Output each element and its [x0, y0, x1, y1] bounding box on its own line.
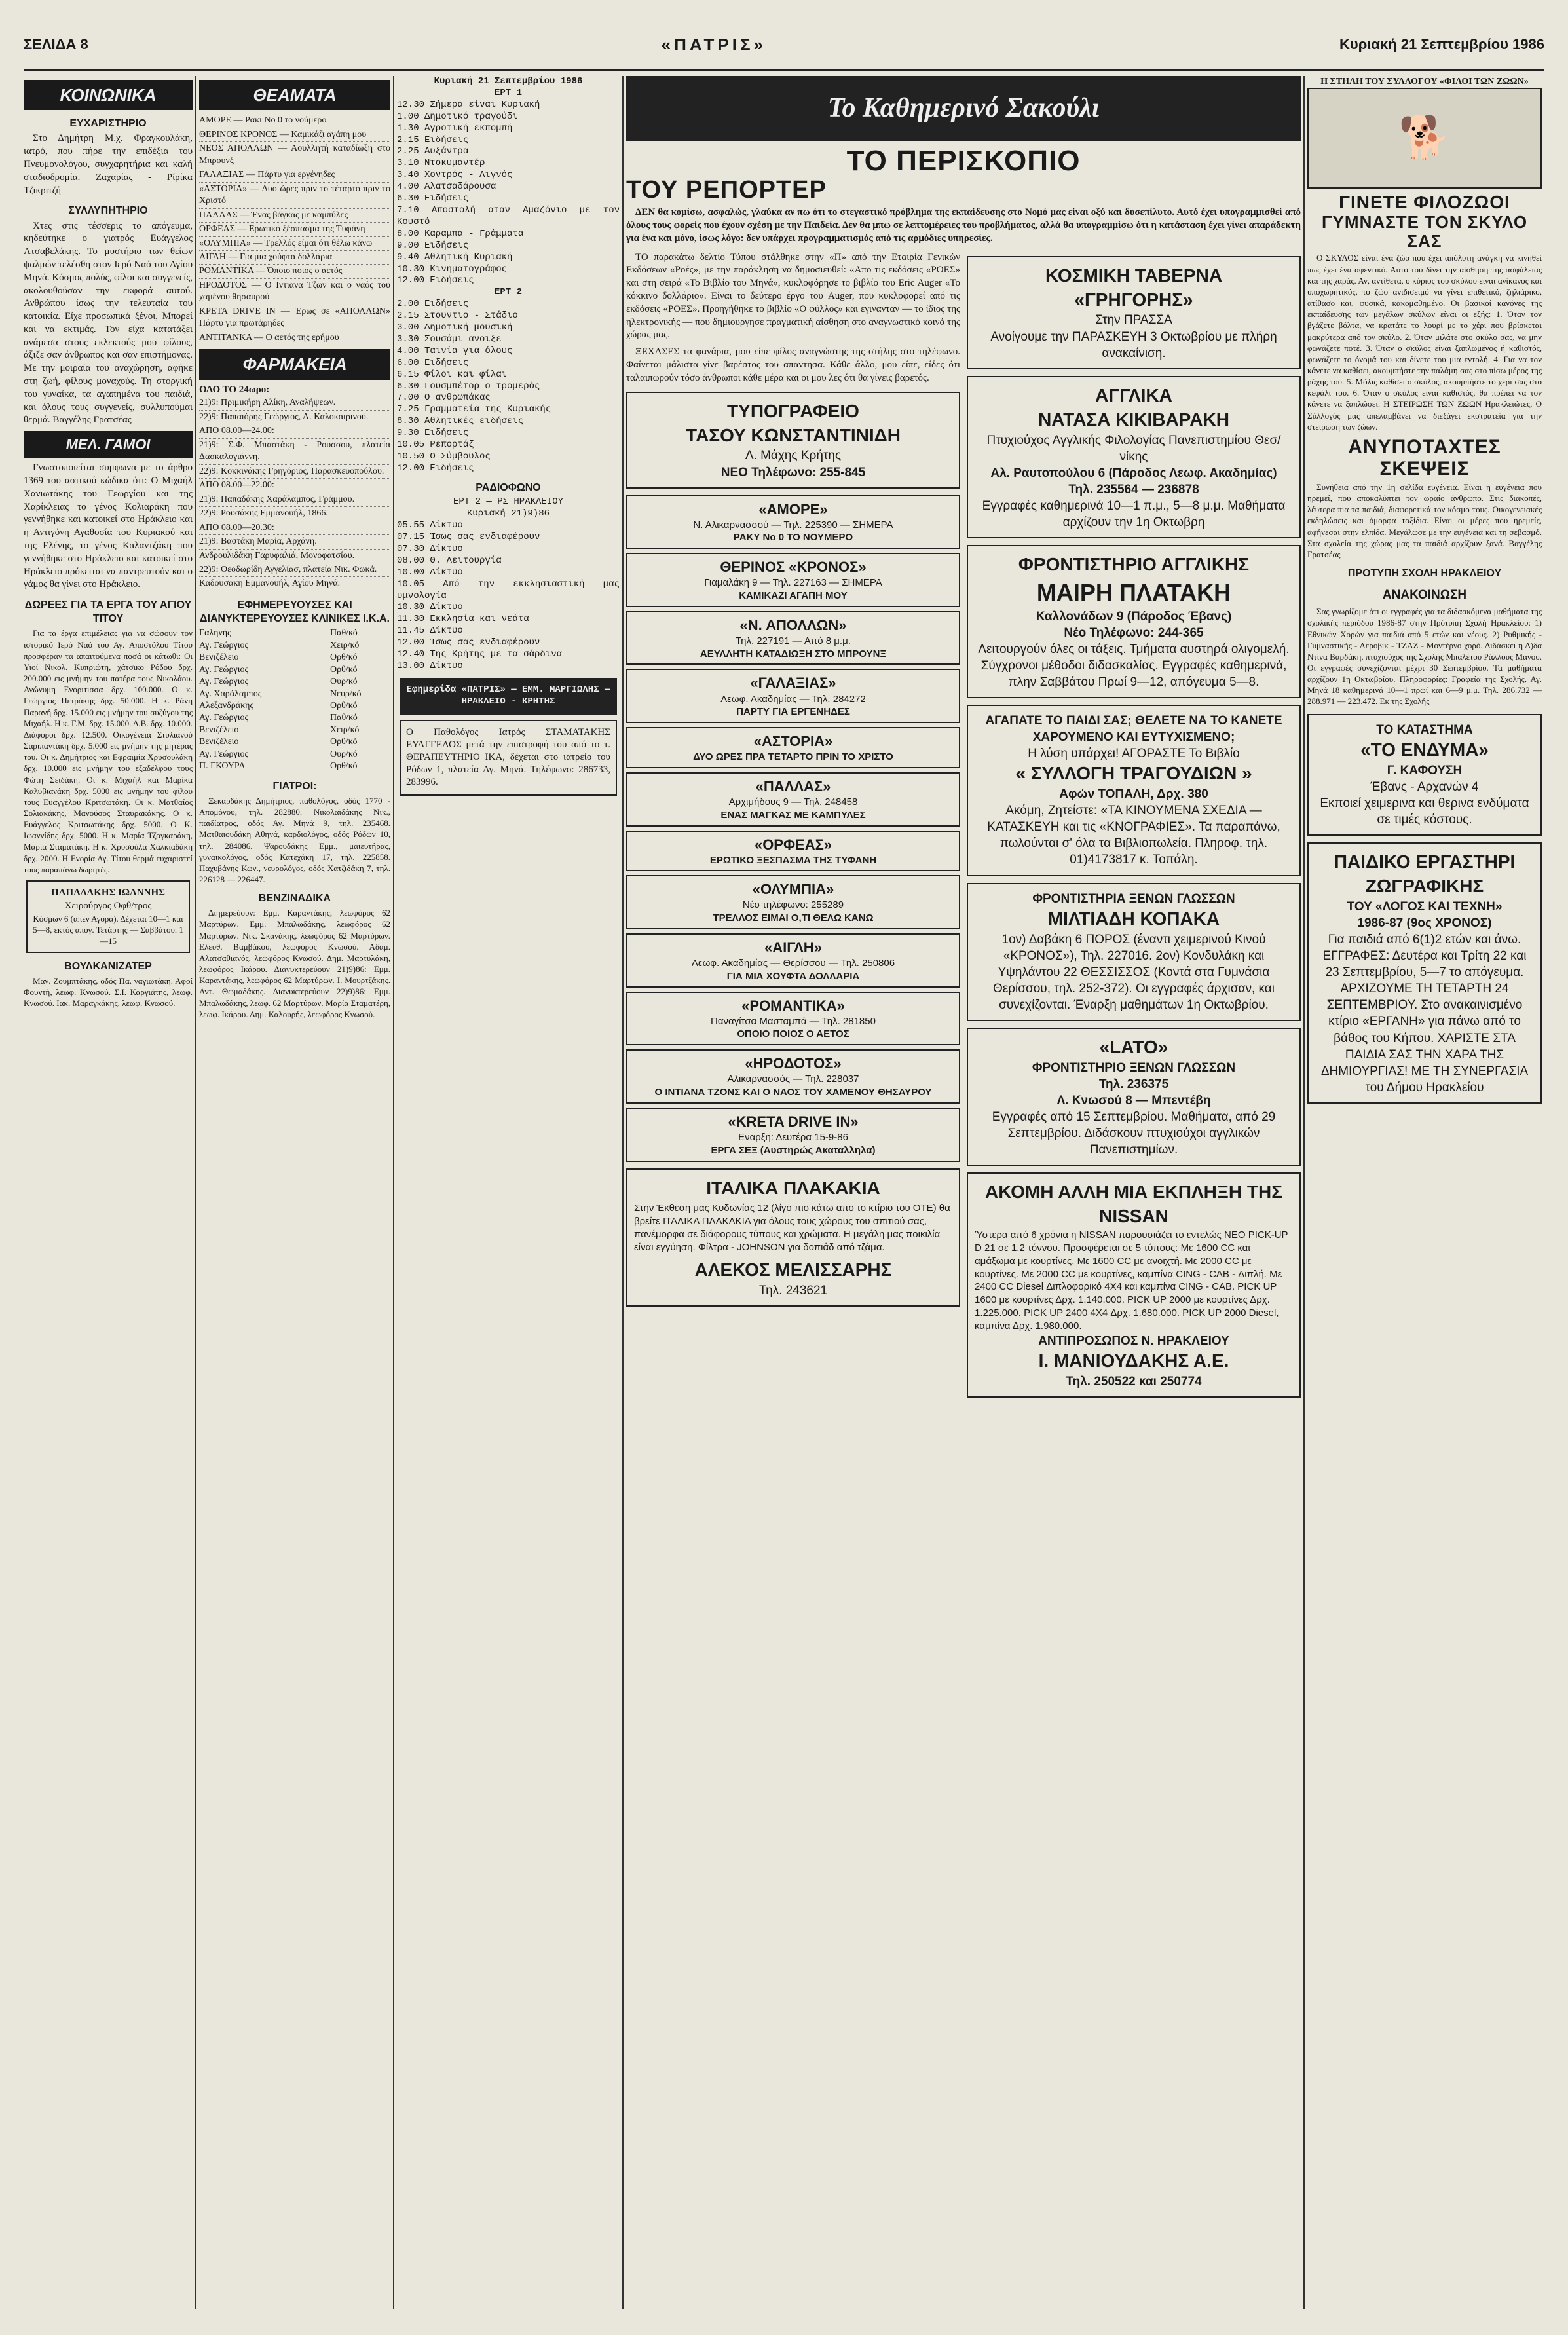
cinema-ad-details: Λεωφ. Ακαδημίας — Τηλ. 284272 [720, 693, 866, 705]
cinema-ad-name: «ΟΡΦΕΑΣ» [754, 836, 832, 853]
nissan-ad-agent: ΑΝΤΙΠΡΟΣΩΠΟΣ Ν. ΗΡΑΚΛΕΙΟΥ [1038, 1334, 1229, 1348]
friends-title-2: ΓΥΜΝΑΣΤΕ ΤΟΝ ΣΚΥΛΟ ΣΑΣ [1321, 212, 1528, 251]
cinema-ad-name: «ΗΡΟΔΟΤΟΣ» [745, 1055, 842, 1072]
pharmacies-heading: ΟΛΟ ΤΟ 24ωρο: [199, 384, 270, 395]
radio-date: Κυριακή 21)9)86 [466, 508, 550, 519]
typography-ad [626, 392, 960, 489]
english-ad-2-address: Καλλονάδων 9 (Πάροδος Έβανς) [1036, 609, 1232, 624]
condolence-text: Χτες στις τέσσερις το απόγευμα, κηδεύτηκε ο γιατρός Ευάγγελος Ατσαβελάκης. Το μυστήριο των θείων ψαλμών τελέσθη στον Ιερό Ναό του Αγίου Μηνά. Κόσμος πολύς, φίλοι και συγγενείς, ακολουθούσαν την εκφορά αυτού. Ανθρώπου ίσως την τελευταία του κατοικία. Είχε προσωπικά ξένοι, Μπορεί και να εκτιμάς. Τον είχα κατατάξει ανάμεσα στους εκλεκτούς μου φίλους, άξιζε σαν άνθρωπος και σαν επιστήμονας. Με την μοιραία του αναχώρηση, αφήκε στη ζωή, φίλους μοναχούς. Τη στοργική του γυναίκα, τα αγαπημένα του παιδιά, και όλους τους συγγενείς, συλλυπούμαι θερμά. Βαγγέλης Γρατσέας [24, 220, 193, 426]
column-rule [393, 76, 394, 2309]
ika-dept: Χειρ/κό [330, 640, 360, 650]
tv-item: 10.30 Κινηματογράφος [397, 263, 508, 274]
pharmacies-list [199, 396, 390, 591]
cinema-ad [626, 831, 960, 872]
weddings-text: Γνωστοποιείται συμφωνα με το άρθρο 1369 του αστικού κώδικα ότι: Ο Μιχαήλ Χανιωτάκης του Γεωργίου και της Χαρίκλειας το γένος Κολιαράκη που γεννήθηκε και κατοικεί στο Ηράκλειο και η Αντιγόνη Αγαθοσία του Κυριακού και της Ελένης, το γένος Καλαντζάκη που γεννήθηκε στο Ηράκλειο και κατοικεί στο Ηράκλειο πρόκειται να παντρευτούν και ο γάμος θα γίνει στο Ηράκλειο. [24, 462, 193, 590]
column-listings [199, 76, 390, 2309]
lato-ad-address: Λ. Κνωσού 8 — Μπεντέβη [1056, 1094, 1211, 1108]
nissan-ad-title: ΑΚΟΜΗ ΑΛΛΗ ΜΙΑ ΕΚΠΛΗΞΗ ΤΗΣ NISSAN [984, 1182, 1283, 1227]
english-ad-2-name: ΜΑΙΡΗ ΠΛΑΤΑΚΗ [1036, 579, 1231, 607]
radio-item: 10.00 Δίκτυο [397, 567, 463, 578]
doctor-ad-text: Κόσμων 6 (απέν Αγορά). Δέχεται 10—1 και 5—8, εκτός απόγ. Τετάρτης — Σαββάτου. 1—15 [33, 913, 183, 946]
english-ad-2-text: Λειτουργούν όλες οι τάξεις. Τμήματα αυστηρά ολιγομελή. Σύγχρονοι μέθοδοι διδασκαλίας. Εγγραφές καθημερινά, πλην Σαββάτου Πρωί 9—12, απόγευμα 5—8. [978, 642, 1290, 689]
cinema-ad-name: «ΠΑΛΛΑΣ» [755, 777, 831, 794]
radio-item: 07.30 Δίκτυο [397, 543, 463, 554]
songs-ad-title: « ΣΥΛΛΟΓΗ ΤΡΑΓΟΥΔΙΩΝ » [1015, 763, 1252, 784]
tv-item: 7.25 Γραμματεία της Κυριακής [397, 404, 551, 415]
lato-ad-text: Εγγραφές από 15 Σεπτεμβρίου. Μαθήματα, από 29 Σεπτεμβρίου. Διδάσκουν πτυχιούχοι αγγλικών Πανεπιστημίων. [992, 1110, 1276, 1157]
pharmacy-item: ΑΠΟ 08.00—22.00: [199, 479, 390, 493]
cinema-ad-name: «ΑΜΟΡΕ» [758, 500, 828, 517]
cinema-title: ΘΕΑΜΑΤΑ [199, 80, 390, 110]
ika-dept: Ορθ/κό [330, 652, 358, 663]
tv-item: 3.30 Σουσάμι ανοιξε [397, 333, 502, 345]
ika-dept: Χειρ/κό [330, 724, 360, 735]
cinema-ad-film: ΔΥΟ ΩΡΕΣ ΠΡΑ ΤΕΤΑΡΤΟ ΠΡΙΝ ΤΟ ΧΡΙΣΤΟ [693, 751, 893, 763]
ika-dept: Νευρ/κό [330, 688, 362, 699]
nissan-ad-phone: Τηλ. 250522 και 250774 [1066, 1374, 1202, 1389]
page-number: ΣΕΛΙΔΑ 8 [24, 36, 88, 52]
cinema-ad-name: «ΓΑΛΑΞΙΑΣ» [750, 675, 836, 692]
ika-dept: Ουρ/κό [330, 677, 358, 687]
tv-item: 4.00 Αλατσαδάρουσα [397, 181, 496, 193]
cinema-ad [626, 553, 960, 607]
cinema-ad-film: ΓΙΑ ΜΙΑ ΧΟΥΦΤΑ ΔΟΛΛΑΡΙΑ [726, 970, 860, 982]
lato-ad-sub: ΦΡΟΝΤΙΣΤΗΡΙΟ ΞΕΝΩΝ ΓΛΩΣΣΩΝ [1032, 1060, 1236, 1075]
thoughts-title: ΑΝΥΠΟΤΑΧΤΕΣ ΣΚΕΨΕΙΣ [1348, 436, 1501, 479]
cinema-item: «ΑΣΤΟΡΙΑ» — Δυο ώρες πριν το τέταρτο πριν το Χριστό [199, 183, 390, 209]
school-text: Σας γνωρίζομε ότι οι εγγραφές για τα διδασκόμενα μαθήματα της σχολικής περιόδου 1986-87 στην Πρότυπη Σχολή Ηρακλείου: 1) Εθνικών Χορών για παιδιά από 5 ετών και νέους. 2) Ρυθμικής - Γυμναστικής - Αεροβικ - TZAZ - Μοντέρνο χορό. Διδάσκει η Δ)δα Ντίνα Βαρδάκη, πτυχιούχος της Σχολής Μπαλέτου Ράλλους Μάνου. Οι εγγραφές συνεχίζονται μέχρι 30 Σεπτεμβρίου. Τα μαθήματα αρχίζουν 1η Οκτωβρίου. Πληροφορίες: Γραφεία της Σχολής, Αγ. Μηνά 18 καθημερινά 10—1 πρωί και 6—9 μ.μ. Τηλ. 286.732 — 288.971 — 223.472. Εκ της Σχολής [1307, 607, 1542, 707]
dogs-illustration [1307, 88, 1542, 189]
tv-channel-2: ΕΡΤ 2 [494, 287, 522, 298]
column-rule [622, 76, 624, 2309]
cinema-item: ΝΕΟΣ ΑΠΟΛΛΩΝ — Αουλλητή καταδίωξη στο Μπρουνξ [199, 142, 390, 168]
cinema-ad-name: «ΑΣΤΟΡΙΑ» [753, 733, 833, 750]
ika-clinic: Αγ. Χαράλαμπος [199, 688, 262, 699]
cinema-item: ΑΙΓΛΗ — Για μια χούφτα δολλάρια [199, 251, 390, 265]
lato-ad [967, 1028, 1301, 1166]
pharmacy-item: 21)9: Σ.Φ. Μπαστάκη - Ρουσσου, πλατεία Δασκαλογιάννη. [199, 439, 390, 465]
doctor-ad-stamatakis: Ο Παθολόγος Ιατρός ΣΤΑΜΑΤΑΚΗΣ ΕΥΑΓΓΕΛΟΣ μετά την επιστροφή του από το τ. ΘΕΡΑΠΕΥΤΗΡΙΟ ΙΚΑ, δέχεται στο ιατρείο του Ρόδων 1, πλατεία Αγ. Μηνά. Τηλέφωνο: 286733, 283996. [400, 720, 617, 796]
thoughts-text: Συνήθεια από την 1η σελίδα ευγένεια. Είναι η ευγένεια που ηρεμεί, που αποκαλύπτει τον ωραίο άνθρωπο. Στις διακοπές, λέυτερα πια τα παιδιά, διαφορετικά τον κόσμο τους. Οικογενειακές εκδηλώσεις και όμορφα ταξίδια. Είναι οι μέρες που ηρεμείς, αφήνεσαι στην ελπίδα. Μεγάλωσε με την ευγένεια και τη σεβασμό. Στα σχολεία της χώρας μας τα παιδιά αρχίζουν ξανά. Βαγγέλης Γρατσέας [1307, 481, 1542, 559]
column-social [24, 76, 193, 2309]
cinema-ad-name: «Ν. ΑΠΟΛΛΩΝ» [739, 616, 847, 633]
tv-item: 7.10 Αποστολή αταν Αμαζόνιο με τον Κουστό [397, 204, 620, 227]
ika-dept: Ουρ/κό [330, 749, 358, 759]
tv-item: 3.10 Ντοκυμαντέρ [397, 158, 485, 169]
art-ad-title: ΠΑΙΔΙΚΟ ΕΡΓΑΣΤΗΡΙ ΖΩΓΡΑΦΙΚΗΣ [1334, 851, 1516, 896]
taverna-ad-sub: Στην ΠΡΑΣΣΑ [1095, 313, 1172, 327]
ika-clinic: Βενιζέλειο [199, 724, 239, 735]
cinema-item: «ΟΛΥΜΠΙΑ» — Τρελλός είμαι ότι θέλω κάνω [199, 237, 390, 251]
pharmacy-item: Καδουσακη Εμμανουήλ, Αγίου Μηνά. [199, 577, 390, 591]
thanks-text: Στο Δημήτρη Μ.χ. Φραγκουλάκη, ιατρό, που πήρε την επιδέξια του Πνευμονολόγου, συγχαρητήρια και καλή σταδιοδρομία. Ζαχαρίας - Ρίρίκα Τζικριτζή [24, 133, 193, 196]
column-rule [195, 76, 196, 2309]
shop-ad [1307, 714, 1542, 836]
cinema-ad-details: Παναγίτσα Μασταμπά — Τηλ. 281850 [711, 1015, 876, 1027]
tv-item: 3.40 Χοντρός - Λιγνός [397, 170, 513, 181]
tiles-ad-name: ΑΛΕΚΟΣ ΜΕΛΙΣΣΑΡΗΣ [694, 1259, 892, 1280]
shop-ad-title: ΤΟ ΚΑΤΑΣΤΗΜΑ [1376, 722, 1473, 737]
cinema-ad [626, 933, 960, 988]
pharmacy-item: 21)9: Παπαδάκης Χαράλαμπος, Γράμμου. [199, 493, 390, 507]
tv-item: 9.30 Ειδήσεις [397, 428, 469, 439]
tv-item: 2.15 Στουντιο - Στάδιο [397, 310, 518, 322]
tv-item: 6.30 Ειδήσεις [397, 193, 469, 204]
cinema-ad [626, 992, 960, 1046]
pharmacy-item: 21)9: Πριμικήρη Αλίκη, Αναλήψεων. [199, 396, 390, 410]
cinema-item: ΠΑΛΛΑΣ — Ένας βάγκας με καμπύλες [199, 209, 390, 223]
columns [24, 76, 1544, 2309]
ika-table [199, 627, 390, 773]
ika-dept: Παθ/κό [330, 628, 358, 639]
ika-dept: Ορθ/κό [330, 761, 358, 772]
pharmacy-item: Ανδρουλιδάκη Γαρυφαλιά, Μονοφατσίου. [199, 550, 390, 563]
cinema-ad [626, 669, 960, 723]
cinema-ad [626, 875, 960, 929]
cinema-ad [626, 495, 960, 550]
school-title: ΠΡΟΤΥΠΗ ΣΧΟΛΗ ΗΡΑΚΛΕΙΟΥ [1347, 568, 1502, 580]
english-ad-2-title: ΦΡΟΝΤΙΣΤΗΡΙΟ ΑΓΓΛΙΚΗΣ [1018, 554, 1250, 575]
cinema-ad-film: ΟΠΟΙΟ ΠΟΙΟΣ Ο ΑΕΤΟΣ [737, 1028, 849, 1040]
tv-item: 12.30 Σήμερα είναι Κυριακή [397, 99, 540, 110]
doctor-ad-specialty: Χειρούργος Οφθ/τρος [64, 900, 152, 911]
songs-ad-head: ΑΓΑΠΑΤΕ ΤΟ ΠΑΙΔΙ ΣΑΣ; ΘΕΛΕΤΕ ΝΑ ΤΟ ΚΑΝΕΤΕ ΧΑΡΟΥΜΕΝΟ ΚΑΙ ΕΥΤΥΧΙΣΜΕΝΟ; [985, 713, 1282, 745]
cinema-ad-details: Αρχιμήδους 9 — Τηλ. 248458 [728, 796, 858, 808]
lato-ad-phone: Τηλ. 236375 [1098, 1077, 1169, 1091]
periscope-subtitle: ΤΟΥ ΡΕΠΟΡΤΕΡ [626, 176, 827, 204]
cinema-ad-film: ΕΝΑΣ ΜΑΓΚΑΣ ΜΕ ΚΑΜΠΥΛΕΣ [720, 809, 866, 821]
pharmacy-item: ΑΠΟ 08.00—24.00: [199, 424, 390, 438]
nissan-ad [967, 1172, 1301, 1397]
songs-ad [967, 705, 1301, 876]
art-ad-text: Για παιδιά από 6(1)2 ετών και άνω. ΕΓΓΡΑΦΕΣ: Δευτέρα και Τρίτη 22 και 23 Σεπτεμβρίου, 5—7 το απόγευμα. ΑΡΧΙΖΟΥΜΕ ΤΗ ΤΕΤΑΡΤΗ 24 ΣΕΠΤΕΜΒΡΙΟΥ. Στο ανακαινισμένο κτίριο «ΕΡΓΑΝΗ» για πάνω από το βάθος του Κήπου. ΧΑΡΙΣΤΕ ΣΤΑ ΠΑΙΔΙΑ ΣΑΣ ΤΗΝ ΧΑΡΑ ΤΗΣ ΔΗΜΙΟΥΡΓΙΑΣ! ΜΕ ΤΗ ΣΥΝΕΡΓΑΣΙΑ του Δήμου Ηρακλείου [1320, 933, 1529, 1094]
english-ad-name: ΝΑΤΑΣΑ ΚΙΚΙΒΑΡΑΚΗ [1038, 409, 1229, 430]
radio-item: 11.30 Εκκλησία και νεάτα [397, 614, 529, 625]
ika-clinic: Αγ. Γεώργιος [199, 664, 249, 675]
typography-ad-address: Λ. Μάχης Κρήτης [745, 449, 842, 463]
ika-clinic: Αγ. Γεώργιος [199, 677, 249, 687]
column-main [626, 76, 1301, 2309]
friends-title-1: ΓΙΝΕΤΕ ΦΙΛΟΖΩΟΙ [1339, 192, 1510, 213]
weddings-title: ΜΕΛ. ΓΑΜΟΙ [24, 431, 193, 458]
cinema-item: ΑΜΟΡΕ — Ρακι Νο 0 το νούμερο [199, 114, 390, 128]
cinema-ad-film: ΕΡΩΤΙΚΟ ΞΕΣΠΑΣΜΑ ΤΗΣ ΤΥΦΑΝΗ [709, 854, 877, 866]
masthead [24, 26, 1544, 71]
doctor-ad-papadakis [26, 880, 190, 953]
shop-ad-address: Έβανς - Αρχανών 4 [1370, 779, 1479, 794]
cinema-item: ΓΑΛΑΞΙΑΣ — Πάρτυ για εργένηδες [199, 168, 390, 182]
tiles-ad-text: Στην Έκθεση μας Κυδωνίας 12 (λίγο πιο κάτω απο το κτίριο του ΟΤΕ) θα βρείτε ΙΤΑΛΙΚΑ ΠΛΑΚΑΚΙΑ για όλους τους χώρους του σπιτιού σας, πανέμορφα σε διάφορους τύπους και χρώματα. Η μεγάλη μας ποικιλία είναι εγγύηση. Φίλτρα - JOHNSON για δοπιάδ από τζάμα. [634, 1203, 950, 1253]
cinema-ad-details: Νέο τηλέφωνο: 255289 [742, 899, 844, 911]
tv-item: 12.00 Ειδήσεις [397, 462, 474, 474]
tv-schedule-1 [397, 100, 620, 288]
gifts-title: ΔΩΡΕΕΣ ΓΙΑ ΤΑ ΕΡΓΑ ΤΟΥ ΑΓΙΟΥ ΤΙΤΟΥ [24, 599, 192, 625]
art-ad [1307, 842, 1542, 1104]
ika-dept: Ορθ/κό [330, 664, 358, 675]
cinema-ad-details: Ν. Αλικαρνασσού — Τηλ. 225390 — ΣΗΜΕΡΑ [693, 519, 893, 531]
typography-ad-phone: ΝΕΟ Τηλέφωνο: 255-845 [720, 465, 866, 479]
cinema-ads [626, 495, 960, 1162]
tv-item: 1.00 Δημοτικό τραγούδι [397, 111, 518, 122]
ika-dept: Παθ/κό [330, 713, 358, 723]
cinema-ad-film: ΕΡΓΑ ΣΕΞ (Αυστηρώς Ακαταλληλα) [711, 1144, 876, 1156]
cinema-ad-film: ΠΑΡΤΥ ΓΙΑ ΕΡΓΕΝΗΔΕΣ [736, 706, 850, 718]
art-ad-sub: ΤΟΥ «ΛΟΓΟΣ ΚΑΙ ΤΕΧΝΗ» [1347, 899, 1503, 914]
radio-title: ΡΑΔΙΟΦΩΝΟ [476, 481, 541, 493]
radio-item: 05.55 Δίκτυο [397, 520, 463, 531]
vulcanizer-text: Μαν. Ζουμπτάκης, οδός Πα. ναγιωτάκη. Αφοί Φουντή, λεωφ. Κνωσού. Σ.Ι. Καργιάτης, λεωφ. Κνωσού. Ιακ. Μαραγκάκης, λεωφ. Κνωσού. [24, 976, 193, 1009]
cinema-item: ΚΡΕΤΑ DRIVE IN — Έρως σε «ΑΠΟΛΛΩΝ» Πάρτυ για πρωτάρηδες [199, 305, 390, 331]
radio-item: 10.05 Από την εκκλησιαστική μας υμνολογία [397, 578, 620, 601]
friends-text: Ο ΣΚΥΛΟΣ είναι ένα ζώο που έχει απόλυτη ανάγκη να κινηθεί πως έχει ένα αφεντικό. Αυτό του δίνει την αίσθηση της ασφάλειας και της χαράς. Αν, αντίθετα, ο κύριος του σκύλου είναι ανίκανος και υποχωρητικός, το ζώο ανιδισειμό να γίνει επιθετικό, ζηλιάρικο, ατίθασο και, φυσικά, κακομαθημένο. Οι βασικοί κανόνες της εκπαίδευσης των μεγάλων σκύλων είναι οι εξής: 1. Όταν τον βγάζετε βόλτα, να κρατάτε το λουρί με το χέρι που βρίσκεται μακρύτερα από τον σκύλο. 2. Όταν μιλάτε στο σκύλο σας, να μην φωνάζετε ποτέ. 3. Όταν ο σκύλος είναι ξαπλωμένος ή καθιστός, φωνάζετε το όνομά του και δίνετε του μια εντολή. 4. Για να τον κάνετε να καθίσει, ακουμπήστε την παλάμη σας στο πίσω μέρος της ράχης του. 5. Μόλις καθίσει ο σκύλος, ακουμπήστε το χέρι σας στο κεφάλι του. 6. Όταν ο σκύλος είναι καθιστός, θα πρέπει να τον κάνετε να ξαπλώσει. Η ΣΤΕΙΡΩΣΗ ΤΩΝ ΖΩΩΝ Ηρακλειώτες, Ο Σύλλογός μας απελαμβάνει να διεξάγει εκστρατεία για την στείρωση των ζώων. [1307, 253, 1542, 432]
tiles-ad-title: ΙΤΑΛΙΚΑ ΠΛΑΚΑΚΙΑ [706, 1177, 880, 1198]
tv-schedule-2 [397, 299, 620, 475]
tv-item: 2.00 Ειδήσεις [397, 299, 469, 310]
art-ad-year: 1986-87 (9ος ΧΡΟΝΟΣ) [1357, 916, 1492, 930]
pharmacies-title: ΦΑΡΜΑΚΕΙΑ [199, 349, 390, 379]
periscope-text: ΤΟ παρακάτω δελτίο Τύπου στάλθηκε στην «Π» από την Εταιρία Γενικών Εκδόσεων «Ροές», με την παράκληση να δημοσιευθεί: «Απο τις εκδόσεις «ΡΟΕΣ» και στη σειρά «Το Βιβλίο του Μηνά», κυκλοφόρησε το βιβλίο του Eric Auger «Το κόκκινο δολλάριο». Είναι το δεύτερο έργο του Auger, που κυκλοφορεί από τις εκδόσεις «ΡΟΕΣ». Προηγήθηκε το βιβλίο «Ο φύλλος» και εγινανταν — το ίδιος της ηλεκτρονικής — που δημιουργησε πραγματική αίσθηση στο αναγνωστικό κοινό της χώρας μας. [626, 252, 960, 341]
cinema-list [199, 114, 390, 345]
typography-ad-name: ΤΑΣΟΥ ΚΩΝΣΤΑΝΤΙΝΙΔΗ [686, 424, 901, 445]
tv-item: 8.30 Αθλητικές ειδήσεις [397, 416, 524, 427]
ika-clinic: Π. ΓΚΟΥΡΑ [199, 761, 246, 772]
ika-clinic: Βενιζέλειο [199, 737, 239, 747]
tiles-ad [626, 1168, 960, 1307]
songs-ad-author: Αφών ΤΟΠΑΛΗ, Δρχ. 380 [1059, 787, 1208, 802]
radio-item: 07.15 Ίσως σας ενδιαφέρουν [397, 532, 540, 542]
cinema-ad-details: Λεωφ. Ακαδημίας — Θερίσσου — Τηλ. 250806 [691, 958, 895, 969]
school-announcement: ΑΝΑΚΟΙΝΩΣΗ [1382, 588, 1467, 603]
ika-dept: Ορθ/κό [330, 700, 358, 711]
english-ad-2-phone: Νέο Τηλέφωνο: 244-365 [1064, 626, 1204, 640]
section-title-social: ΚΟΙΝΩΝΙΚΑ [24, 80, 193, 110]
shop-ad-name: «ΤΟ ΕΝΔΥΜΑ» [1360, 739, 1489, 760]
column-right [1307, 76, 1542, 2309]
tv-item: 12.00 Ειδήσεις [397, 275, 474, 286]
friends-header: Η ΣΤΗΛΗ ΤΟΥ ΣΥΛΛΟΓΟΥ «ΦΙΛΟΙ ΤΩΝ ΖΩΩΝ» [1320, 77, 1529, 86]
lato-ad-title: «LATO» [1099, 1036, 1168, 1057]
english-ad-text: Εγγραφές καθημερινά 10—1 π.μ., 5—8 μ.μ. Μαθήματα αρχίζουν την 1η Οκτωβρη [982, 498, 1286, 530]
tv-channel-1: ΕΡΤ 1 [494, 87, 522, 98]
radio-item: 10.30 Δίκτυο [397, 602, 463, 613]
cinema-ad-film: ΡΑΚΥ Νο 0 ΤΟ ΝΟΥΜΕΡΟ [733, 532, 853, 544]
newspaper-name: «ΠΑΤΡΙΣ» [661, 34, 767, 54]
languages-ad-kopaka [967, 883, 1301, 1021]
languages-ad-title: ΦΡΟΝΤΙΣΤΗΡΙΑ ΞΕΝΩΝ ΓΛΩΣΣΩΝ [1032, 891, 1235, 906]
radio-item: 12.00 Ίσως σας ενδιαφέρουν [397, 637, 540, 648]
cinema-ad-details: Γιαμαλάκη 9 — Τηλ. 227163 — ΣΗΜΕΡΑ [704, 577, 882, 589]
radio-schedule [397, 520, 620, 673]
column-rule [1303, 76, 1305, 2309]
tv-item: 6.15 Φίλοι και φίλαι [397, 369, 508, 380]
doctors-title: ΓΙΑΤΡΟΙ: [272, 780, 317, 792]
gas-text: Διημερεύουν: Εμμ. Καραντάκης, λεωφόρος 62 Μαρτύρων. Εμμ. Μπαλωδάκης, λεωφόρος 62 Μαρτύρων. Νικ. Σκανάκης, λεωφόρος 62 Μαρτύρων. Ελευθ. Βαμβάκου, λεωφόρος Κνωσού. Αδαμ. Αλατσαθιανός, λεωφόρος Κνωσού. Δημ. Μαρτυλάκη, λεωφόρος Ικάρου. Διανυκτερεύουν 21)9)86: Εμμ. Καραντάκης, λεωφόρος 62 Μαρτύρων. Ι. Μουρτζάκης. Αντ. Θωμαδάκης. Διανυκτερεύουν 22)9)86: Εμμ. Μπαλωδάκης, λεωφ. 62 Μαρτύρων. Μαρία Σταματέρη, λεωφ. Ικάρου. Δημ. Καλουρής, λεωφόρος Κνωσού. [199, 908, 390, 1019]
pharmacy-item: ΑΠΟ 08.00—20.30: [199, 521, 390, 535]
shop-ad-owner: Γ. ΚΑΦΟΥΣΗ [1387, 763, 1463, 777]
thanks-title: ΕΥΧΑΡΙΣΤΗΡΙΟ [69, 118, 147, 130]
taverna-ad-text: Ανοίγουμε την ΠΑΡΑΣΚΕΥΗ 3 Οκτωβρίου με πλήρη ανακαίνιση. [990, 329, 1277, 360]
doctor-ad-name: ΠΑΠΑΔΑΚΗΣ ΙΩΑΝΝΗΣ [51, 887, 165, 898]
taverna-ad [967, 256, 1301, 369]
tv-date: Κυριακή 21 Σεπτεμβρίου 1986 [434, 76, 583, 86]
cinema-item: ΡΟΜΑΝΤΙΚΑ — Όποιο ποιος ο αετός [199, 265, 390, 278]
cinema-ad-film: ΤΡΕΛΛΟΣ ΕΙΜΑΙ Ο,ΤΙ ΘΕΛΩ ΚΑΝΩ [713, 912, 874, 924]
condolence-title: ΣΥΛΛΥΠΗΤΗΡΙΟ [68, 205, 148, 217]
typography-ad-title: ΤΥΠΟΓΡΑΦΕΙΟ [727, 400, 859, 421]
cinema-ad-film: ΚΑΜΙΚΑΖΙ ΑΓΑΠΗ ΜΟΥ [739, 590, 848, 602]
tv-item: 9.00 Ειδήσεις [397, 240, 469, 251]
print-ad: Εφημερίδα «ΠΑΤΡΙΣ» — ΕΜΜ. ΜΑΡΓΙΩΛΗΣ — ΗΡΑΚΛΕΙΟ - ΚΡΗΤΗΣ [400, 678, 617, 715]
issue-date: Κυριακή 21 Σεπτεμβρίου 1986 [1339, 36, 1544, 52]
ika-clinic: Αγ. Γεώργιος [199, 640, 249, 650]
pharmacy-item: 22)9: Ρουσάκης Εμμανουήλ, 1866. [199, 507, 390, 521]
cinema-ad-name: «ΡΟΜΑΝΤΙΚΑ» [741, 997, 845, 1014]
cinema-ad-name: ΘΕΡΙΝΟΣ «ΚΡΟΝΟΣ» [720, 559, 867, 576]
languages-ad-text: 1ον) Δαβάκη 6 ΠΟΡΟΣ (έναντι χειμερινού Κινού «ΚΡΟΝΟΣ»), Τηλ. 227016. 2ον) Κονδυλάκη και Υψηλάντου 22 ΘΕΣΣΙΣΣΟΣ (Κοντά στα Γυμνάσια Θερίσσου, τηλ. 252-372). Οι εγγραφές άρχισαν, και συνεχίζονται. Έναρξη μαθημάτων 1η Οκτωβρίου. [993, 932, 1275, 1012]
cinema-ad [626, 611, 960, 665]
ika-title: ΕΦΗΜΕΡΕΥΟΥΣΕΣ ΚΑΙ ΔΙΑΝΥΚΤΕΡΕΥΟΥΣΕΣ ΚΛΙΝΙΚΕΣ Ι.Κ.Α. [200, 599, 390, 625]
tv-item: 10.50 Ο Σύμβουλος [397, 451, 491, 462]
english-ad-plataki [967, 545, 1301, 698]
cinema-item: ΘΕΡΙΝΟΣ ΚΡΟΝΟΣ — Καμικάζι αγάπη μου [199, 128, 390, 142]
tv-item: 3.00 Δημοτική μουσική [397, 322, 513, 333]
tv-item: 8.00 Καραμπα - Γράμματα [397, 228, 524, 239]
radio-item: 13.00 Δίκτυο [397, 660, 463, 671]
english-ad-address: Αλ. Ραυτοπούλου 6 (Πάροδος Λεωφ. Ακαδημίας) [990, 466, 1277, 480]
tv-item: 1.30 Αγροτική εκπομπή [397, 122, 513, 134]
cinema-ad-name: «KRETA DRIVE IN» [728, 1113, 859, 1130]
periscope-title: ΤΟ ΠΕΡΙΣΚΟΠΙΟ [846, 145, 1081, 177]
dog-icon: 🐕 [1398, 115, 1451, 162]
ika-clinic: Βενιζέλειο [199, 652, 239, 663]
languages-ad-name: ΜΙΛΤΙΑΔΗ ΚΟΠΑΚΑ [1047, 908, 1220, 929]
periscope-lead: ΔΕΝ θα κομίσω, ασφαλώς, γλαύκα αν πω ότι το στεγαστικό πρόβλημα της εκπαίδευσης στο Νομό μας είναι οξύ και δυσεπίλυτο. Αυτό έχει υπογραμμισθεί από όλους τους φορείς που έχουν σχέση με την Παιδεία. Δεν θα μπω σε λεπτομέρειες του προβλήματος, αλλά θα υπογραμμίσω ότι η κατάσταση έχει γίνει απαράδεκτη για ένα και μόνο, ίσως λόγο: δεν υπάρχει προγραμματισμός από τις αρμόδιες υπηρεσίες. [626, 207, 1301, 244]
ika-clinic: Αγ. Γεώργιος [199, 749, 249, 759]
tv-item: 6.00 Ειδήσεις [397, 357, 469, 368]
taverna-ad-title: ΚΟΣΜΙΚΗ ΤΑΒΕΡΝΑ [1045, 265, 1223, 286]
column-banner [626, 76, 1301, 141]
songs-ad-text: Ακόμη, Ζητείστε: «ΤΑ ΚΙΝΟΥΜΕΝΑ ΣΧΕΔΙΑ — ΚΑΤΑΣΚΕΥΗ και τις «ΚΝΟΓΡΑΦΙΕΣ». Τα παραπάνω, πωλούνται σ' όλα τα Βιβλιοπωλεία. Πληροφ. τηλ. 01)4173817 κ. Τοπάλη. [987, 804, 1280, 867]
column-tv-radio [397, 76, 620, 2309]
tv-item: 4.00 Ταινία για όλους [397, 345, 513, 356]
radio-item: 11.45 Δίκτυο [397, 626, 463, 637]
radio-channel: ΕΡΤ 2 — ΡΣ ΗΡΑΚΛΕΙΟΥ [453, 496, 564, 508]
english-ad-sub: Πτυχιούχος Αγγλικής Φιλολογίας Πανεπιστημίου Θεσ/νίκης [986, 433, 1281, 464]
ika-clinic: Αλεξανδράκης [199, 700, 254, 711]
periscope-text-2: ΞΕΧΑΣΕΣ τα φανάρια, μου είπε φίλος αναγνώστης της στήλης στο τηλέφωνο. Φαίνεται μάλιστα γίνε βαρέστος του απαντησα. Κάθε άλλο, μου είπε, είδες ότι ταλαιπωρούν τόσο άνθρωποι κάθε μέρα και οι μου λες ότι θα γίνεις βαρετός. [626, 346, 960, 383]
nissan-ad-text: Ύστερα από 6 χρόνια η NISSAN παρουσιάζει το εντελώς ΝΕΟ PICK-UP D 21 σε 1,2 τόννου. Προσφέρεται σε 5 τύπους: Με 1600 CC και αμάξωμα με κουρτίνες. Με 1600 CC με ανοιχτή. Με 2000 CC με κουρτίνες. Με 2000 CC με κουρτίνες, καμπίνα CING - CAB - Διπλή. Με 2400 CC Diesel Διπλοφορικό 4X4 και καμπίνα CING - CAB. PICK UP 1600 με κουρτίνες Δρχ. 1.140.000. PICK UP 2000 με κουρτίνες Δρχ. 1.225.000. PICK UP 2400 4X4 Δρχ. 1.680.000. PICK UP 2000 Diesel, καμπίνα Δρχ. 1.980.000. [975, 1229, 1288, 1332]
cinema-ad-details: Τηλ. 227191 — Από 8 μ.μ. [736, 635, 851, 646]
doctors-text: Ξεκαρδάκης Δημήτριος, παθολόγος, οδός 1770 - Απομόνου, τηλ. 282880. Νικολαϊδάκης Νικ., παιδίατρος, οδός Αγ. Μηνά 9, τηλ. 235468. Ματθαιουδάκη Αθηνά, καρδιολόγος, οδός Ρόδων 10, τηλ. 284086. Ψαρουδάκης Εμμ., μαιευτήρας, γυναικολόγος, οδός Κατεχάκη 17, τηλ. 225858. Παχυβάνης Κων., νευρολόγος, οδός Χατζιδάκη 7, τηλ. 226128 — 226447. [199, 795, 390, 884]
gas-title: ΒΕΝΖΙΝΑΔΙΚΑ [258, 893, 331, 905]
cinema-ad-film: Ο ΙΝΤΙΑΝΑ ΤΖΟΝΣ ΚΑΙ Ο ΝΑΟΣ ΤΟΥ ΧΑΜΕΝΟΥ ΘΗΣΑΥΡΟΥ [654, 1087, 932, 1098]
cinema-ad [626, 1049, 960, 1104]
tv-item: 7.00 Ο ανθρωπάκας [397, 392, 491, 403]
pharmacy-item: 22)9: Κοκκινάκης Γρηγόριος, Παρασκευοπούλου. [199, 465, 390, 479]
cinema-ad-name: «ΑΙΓΛΗ» [764, 939, 822, 956]
english-ad-title: ΑΓΓΛΙΚΑ [1095, 384, 1172, 405]
cinema-ad-details: Αλικαρνασσός — Τηλ. 228037 [727, 1074, 859, 1085]
cinema-ad-name: «ΟΛΥΜΠΙΑ» [752, 881, 834, 898]
radio-item: 12.40 Της Κρήτης με τα σάρδινα [397, 649, 563, 660]
tiles-ad-phone: Τηλ. 243621 [758, 1283, 828, 1298]
tv-item: 2.15 Ειδήσεις [397, 134, 469, 145]
english-ad-kikivaraki [967, 376, 1301, 538]
cinema-ad [626, 727, 960, 768]
tv-item: 6.30 Γουσμπέτορ ο τρομερός [397, 381, 540, 392]
cinema-ad-details: Εναρξη: Δευτέρα 15-9-86 [738, 1131, 848, 1143]
ika-clinic: Γαληνής [199, 628, 231, 639]
radio-item: 08.00 Θ. Λειτουργία [397, 555, 502, 566]
ika-clinic: Αγ. Γεώργιος [199, 713, 249, 723]
cinema-ad [626, 772, 960, 827]
banner-title: Το Καθημερινό Σακούλι [827, 93, 1100, 124]
gifts-text: Για τα έργα επιμέλειας για να σώσουν τον ιστορικό Ιερό Ναό του Αγ. Αποστόλου Τίτου προσφέραν τα απαιτούμενα ποσά οι κάτωθι: Οι Υιοί Νικολ. Κυπριώτη, χάτσικο Ρόδου δρχ. 200.000 εις μνήμην του πατέρα τους Νικολάου. Ανώνυμη Ενοριτισσα δρχ. 100.000. Ο κ. Γεώργιος Πετράκης δρχ. 50.000. Η κ. Ράνη Παρανή δρχ. 15.000 εις μνήμην του συζύγου της Μιχαήλ. Η κ. Γ.Μ. δρχ. 15.000. Δ.Β. δρχ. 10.000. Διάφοροι δρχ. 12.500. Οικογένεια Στυλιανού Σαριπαντάκη δρχ. 5.000 εις μνήμην της μητέρας του. Οι κ. Δημήτριος και Εφραιμία Χρυσουλάκη δρχ. 10.000 εις μνήμην του εξαδέλφου τους Φώτη Σειδάκη. Οι κ. Μιχαήλ και Μαρίκα Καλυβιανάκη δρχ. 5000 εις μνήμην του φίλου τους Ευαγγέλου Κριτσωτάκη. Οι κ. Ματθαίος Σολιακάκης, Μανούσος Σταυρακάκης. Ο κ. Ευάγγελος Κριτσωτάκης δρχ. 5000. Ο Κ. Ιωαννίδης δρχ. 5000. Η κ. Μαρία Τζαγκαράκη, Μαρία Σταματάκη. Η κ. Χρυσούλα Χαλκιαδάκη δρχ. 2000. Η Ενορία Αγ. Τίτου θερμά ευχαριστεί τους παραπάνω δωρητές. [24, 628, 193, 874]
pharmacy-item: 21)9: Βαστάκη Μαρία, Αρχάνη. [199, 535, 390, 549]
cinema-item: ΟΡΦΕΑΣ — Ερωτικό ξέσπασμα της Τυφάνη [199, 223, 390, 236]
songs-ad-sub: Η λύση υπάρχει! ΑΓΟΡΑΣΤΕ Το Βιβλίο [1028, 747, 1240, 761]
cinema-ad-film: ΑΕΥΛΛΗΤΗ ΚΑΤΑΔΙΩΞΗ ΣΤΟ ΜΠΡΟΥΝΞ [700, 648, 887, 660]
nissan-ad-name: Ι. ΜΑΝΙΟΥΔΑΚΗΣ Α.Ε. [1038, 1350, 1229, 1371]
pharmacy-item: 22)9: Θεοδωρίδη Αγγελίασ, πλατεία Νικ. Φωκά. [199, 563, 390, 577]
cinema-item: ΑΝΤΙΤΑΝΚΑ — Ο αετός της ερήμου [199, 331, 390, 345]
cinema-item: ΗΡΟΔΟΤΟΣ — Ο Ιντιανα Τζων και ο ναός του χαμένου θησαυρού [199, 279, 390, 305]
tv-item: 10.05 Ρεπορτάζ [397, 439, 474, 451]
tv-item: 2.25 Αυξάντρα [397, 146, 469, 157]
pharmacy-item: 22)9: Παπαιόρης Γεώργιος, Λ. Καλοκαιρινού. [199, 411, 390, 424]
ika-dept: Ορθ/κό [330, 737, 358, 747]
cinema-ad [626, 1108, 960, 1162]
shop-ad-text: Εκποιεί χειμερινα και θερινα ενδύματα σε τιμές κόστους. [1320, 796, 1529, 827]
tv-item: 9.40 Αθλητική Κυριακή [397, 252, 513, 263]
vulcanizer-title: ΒΟΥΛΚΑΝΙΖΑΤΕΡ [64, 960, 152, 972]
english-ad-phone: Τηλ. 235564 — 236878 [1068, 482, 1199, 496]
taverna-ad-name: «ΓΡΗΓΟΡΗΣ» [1074, 289, 1193, 310]
